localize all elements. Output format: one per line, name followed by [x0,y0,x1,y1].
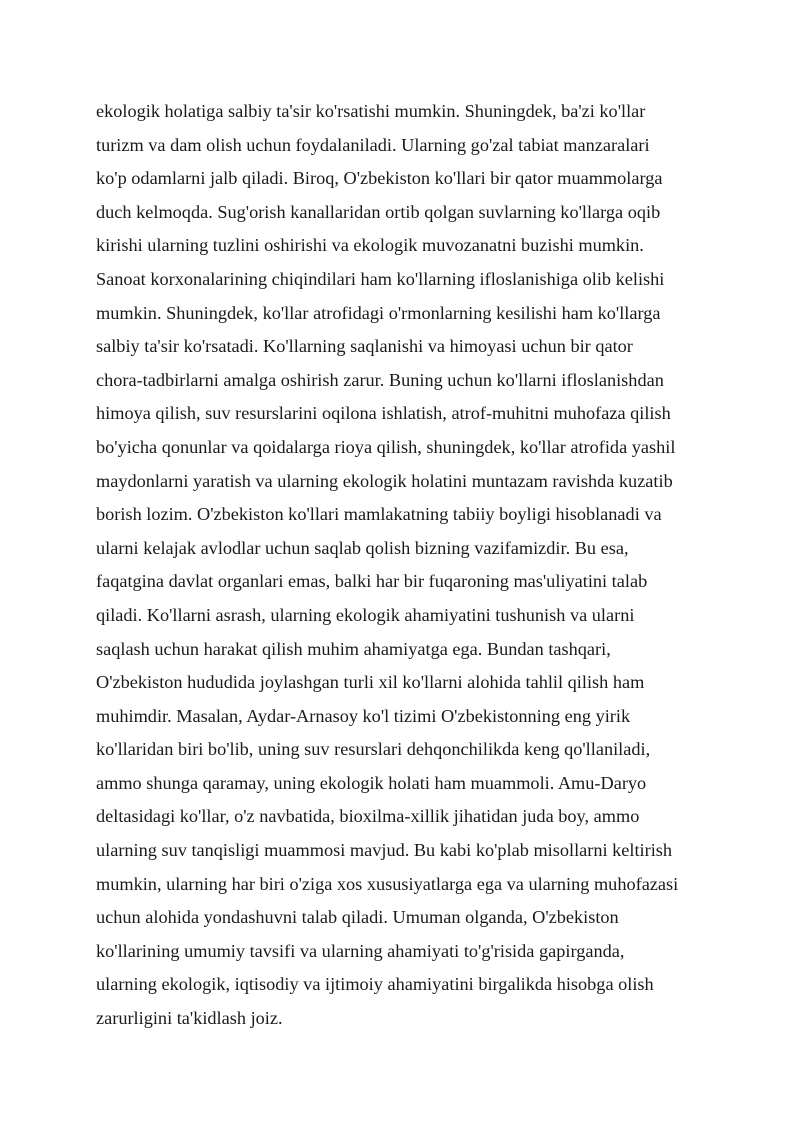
text-line: salbiy ta'sir ko'rsatadi. Ko'llarning saqlanishi va himoyasi uchun bir qator [96,336,633,357]
text-line: himoya qilish, suv resurslarini oqilona ishlatish, atrof-muhitni muhofaza qilish [96,403,671,424]
text-line: ularning suv tanqisligi muammosi mavjud. Bu kabi ko'plab misollarni keltirish [96,840,673,861]
text-line: ekologik holatiga salbiy ta'sir ko'rsatishi mumkin. Shuningdek, ba'zi ko'llar [96,101,646,121]
text-line: duch kelmoqda. Sug'orish kanallaridan ortib qolgan suvlarning ko'llarga oqib [96,201,661,222]
text-line: deltasidagi ko'llar, o'z navbatida, bioxilma-xillik jihatidan juda boy, ammo [96,806,640,827]
text-line: uchun alohida yondashuvni talab qiladi. Umuman olganda, O'zbekiston [96,907,619,928]
text-line: ularning ekologik, iqtisodiy va ijtimoiy ahamiyatini birgalikda hisobga olish [96,974,654,995]
text-line: zarurligini ta'kidlash joiz. [96,1008,283,1029]
text-line: ko'p odamlarni jalb qiladi. Biroq, O'zbekiston ko'llari bir qator muammolarga [96,168,663,189]
text-line: faqatgina davlat organlari emas, balki har bir fuqaroning mas'uliyatini talab [96,571,648,592]
text-line: chora-tadbirlarni amalga oshirish zarur. Buning uchun ko'llarni ifloslanishdan [96,369,664,390]
body-text [96,95,716,1036]
text-line: ko'llarining umumiy tavsifi va ularning ahamiyati to'g'risida gapirganda, [96,940,625,961]
text-line: ko'llaridan biri bo'lib, uning suv resurslari dehqonchilikda keng qo'llaniladi, [96,739,651,760]
text-line: ularni kelajak avlodlar uchun saqlab qolish bizning vazifamizdir. Bu esa, [96,537,629,558]
text-line: turizm va dam olish uchun foydalaniladi. Ularning go'zal tabiat manzaralari [96,134,650,155]
text-line: mumkin, ularning har biri o'ziga xos xususiyatlarga ega va ularning muhofazasi [96,873,679,894]
text-line: Sanoat korxonalarining chiqindilari ham ko'llarning ifloslanishiga olib kelishi [96,268,665,289]
text-line: qiladi. Ko'llarni asrash, ularning ekologik ahamiyatini tushunish va ularni [96,604,635,625]
text-line: muhimdir. Masalan, Aydar-Arnasoy ko'l tizimi O'zbekistonning eng yirik [96,705,631,726]
text-line: bo'yicha qonunlar va qoidalarga rioya qilish, shuningdek, ko'llar atrofida yashil [96,436,676,457]
text-line: saqlash uchun harakat qilish muhim ahamiyatga ega. Bundan tashqari, [96,638,611,659]
text-line: maydonlarni yaratish va ularning ekologik holatini muntazam ravishda kuzatib [96,470,673,491]
text-line: O'zbekiston hududida joylashgan turli xil ko'llarni alohida tahlil qilish ham [96,672,645,693]
text-line: kirishi ularning tuzlini oshirishi va ekologik muvozanatni buzishi mumkin. [96,235,644,256]
text-line: mumkin. Shuningdek, ko'llar atrofidagi o'rmonlarning kesilishi ham ko'llarga [96,302,661,323]
text-line: borish lozim. O'zbekiston ko'llari mamlakatning tabiiy boyligi hisoblanadi va [96,504,662,525]
text-line: ammo shunga qaramay, uning ekologik holati ham muammoli. Amu-Daryo [96,772,647,793]
